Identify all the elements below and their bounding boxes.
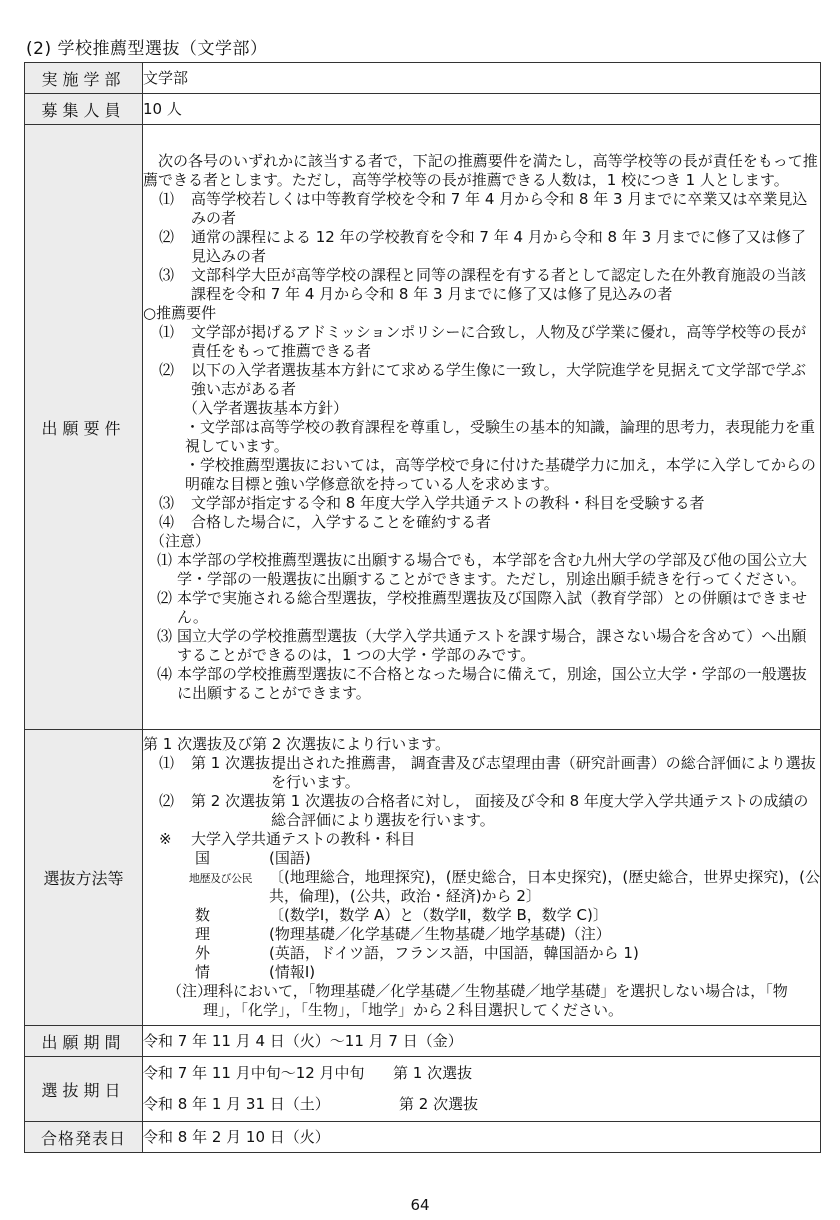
item-text: 本学部の学校推薦型選抜に出願する場合でも，本学部を含む九州大学の学部及び他の国公立大学・学部の一般選抜に出願することができます。ただし，別途出願手続きを行ってください。: [177, 550, 808, 588]
item-text: 以下の入学者選抜基本方針にて求める学生像に一致し，大学院進学を見据えて文学部で学ぶ強い志がある者: [191, 360, 807, 398]
subject-row: [143, 868, 820, 906]
subject-row: [143, 944, 820, 963]
date-first: [143, 1058, 820, 1089]
label-faculty: 実施学部: [25, 63, 143, 94]
subject-name: 外: [195, 944, 211, 962]
policy-item: ・学校推薦型選抜においては，高等学校で身に付けた基礎学力に加え，本学に入学してからの明確な目標と強い学修意欲を持っている人を求めます。: [185, 455, 816, 493]
row-dates: [25, 1057, 821, 1122]
policy-item: ・文学部は高等学校の教育課程を尊重し，受験生の基本的知識，論理的思考力，表現能力を重視しています。: [185, 417, 816, 455]
footnote-text: 理科において，「物理基礎／化学基礎／生物基礎／地学基礎」を選択しない場合は，「物理」，「化学」，「生物」，「地学」から２科目選択してください。: [203, 982, 788, 1019]
method-intro: 第 1 次選抜及び第 2 次選抜により行います。: [143, 735, 450, 753]
item-number: ⑶: [159, 493, 175, 512]
item-number: ⑴: [159, 322, 175, 341]
item-number: ⑵: [157, 588, 173, 607]
subject-name: 数: [195, 906, 211, 924]
stage-text: 提出された推薦書， 調査書及び志望理由書（研究計画書）の総合評価により選抜を行います。: [271, 754, 816, 791]
subject-name: 国: [195, 849, 211, 867]
item-text: 文部科学大臣が高等学校の課程と同等の課程を有する者として認定した在外教育施設の当該課程を令和 7 年 4 月から令和 8 年 3 月までに修了又は修了見込みの者: [191, 265, 807, 303]
note-item: [143, 665, 820, 703]
subject-row: [143, 925, 820, 944]
label-method: 選抜方法等: [25, 730, 143, 1026]
item-text: 高等学校若しくは中等教育学校を令和 7 年 4 月から令和 8 年 3 月までに卒業又は卒業見込みの者: [191, 189, 808, 227]
row-requirements: [25, 125, 821, 730]
stage-text: 第 1 次選抜の合格者に対し， 面接及び令和 8 年度大学入学共通テストの成績の総合評価により選抜を行います。: [271, 792, 809, 829]
stage-title: 第 2 次選抜: [191, 792, 271, 810]
row-announce: [25, 1122, 821, 1153]
note-item: [143, 589, 820, 627]
page-number: 64: [410, 1196, 430, 1214]
item-number: ⑴: [159, 754, 175, 772]
value-period: 令和 7 年 11 月 4 日（火）～11 月 7 日（金）: [143, 1026, 821, 1057]
item-number: ⑶: [159, 265, 175, 284]
item-number: ⑵: [159, 227, 175, 246]
label-requirements: 出願要件: [25, 125, 143, 730]
stage-title: 第 1 次選抜: [191, 754, 271, 772]
recommendation-item: [143, 513, 820, 532]
note-item: [143, 627, 820, 665]
date-first-range: 令和 7 年 11 月中旬～12 月中旬: [143, 1064, 365, 1082]
item-text: 本学で実施される総合型選抜，学校推薦型選抜及び国際入試（教育学部）との併願はできません。: [177, 588, 808, 626]
subject-name: 理: [195, 925, 211, 943]
row-faculty: [25, 63, 821, 94]
policy-title: （入学者選抜基本方針）: [183, 398, 349, 417]
reference-mark: ※: [159, 830, 172, 848]
value-requirements: [143, 125, 821, 730]
value-capacity: 10 人: [143, 94, 821, 125]
label-period: 出願期間: [25, 1026, 143, 1057]
stage-item: [143, 754, 820, 792]
recommendation-title: ○推薦要件: [143, 303, 217, 322]
recommendation-item: [143, 323, 820, 361]
subject-row: [143, 849, 820, 868]
item-number: ⑵: [159, 360, 175, 379]
item-number: ⑷: [157, 664, 173, 683]
notes-title: （注意）: [150, 531, 211, 550]
value-dates: [143, 1057, 821, 1122]
date-second: [143, 1089, 820, 1120]
row-method: [25, 730, 821, 1026]
subject-name: 情: [195, 963, 211, 981]
row-capacity: [25, 94, 821, 125]
item-number: ⑵: [159, 792, 175, 810]
item-number: ⑶: [157, 626, 173, 645]
eligibility-item: [143, 190, 820, 228]
subject-name: 地歴及び公民: [189, 872, 252, 885]
note-item: [143, 551, 820, 589]
subject-detail: (物理基礎／化学基礎／生物基礎／地学基礎)（注）: [269, 925, 611, 943]
footnote-mark: （注）: [167, 982, 213, 1000]
item-text: 文学部が掲げるアドミッションポリシーに合致し，人物及び学業に優れ，高等学校等の長が責任をもって推薦できる者: [191, 322, 807, 360]
stage-item: [143, 792, 820, 830]
subject-detail: 〔(数学Ⅰ，数学 A）と（数学Ⅱ，数学 B，数学 C)〕: [269, 906, 608, 924]
label-announce: 合格発表日: [25, 1122, 143, 1153]
value-announce: 令和 8 年 2 月 10 日（火）: [143, 1122, 821, 1153]
recommendation-item: [143, 361, 820, 399]
item-text: 文学部が指定する令和 8 年度大学入学共通テストの教科・科目を受験する者: [191, 493, 705, 512]
subject-row: [143, 906, 820, 925]
subjects-footnote: [143, 982, 820, 1020]
value-method: [143, 730, 821, 1026]
date-second-day: 令和 8 年 1 月 31 日（土）: [143, 1095, 330, 1113]
item-number: ⑴: [157, 550, 173, 569]
subjects-title: [143, 830, 820, 849]
eligibility-item: [143, 228, 820, 266]
label-capacity: 募集人員: [25, 94, 143, 125]
item-number: ⑷: [159, 512, 175, 531]
item-text: 合格した場合に，入学することを確約する者: [191, 512, 492, 531]
subject-detail: (国語): [269, 849, 311, 867]
subject-row: [143, 963, 820, 982]
item-text: 本学部の学校推薦型選抜に不合格となった場合に備えて，別途，国公立大学・学部の一般選抜に出願することができます。: [177, 664, 807, 702]
subject-detail: 〔(地理総合，地理探究)，(歴史総合，日本史探究)，(歴史総合，世界史探究)，(公共，倫理)，(公共，政治・経済)から 2〕: [269, 868, 820, 905]
admission-table: [24, 62, 821, 1153]
subject-detail: (英語，ドイツ語，フランス語，中国語，韓国語から 1): [269, 944, 639, 962]
value-faculty: 文学部: [143, 63, 821, 94]
eligibility-item: [143, 266, 820, 304]
subject-detail: (情報Ⅰ): [269, 963, 316, 981]
section-heading: (2) 学校推薦型選抜（文学部）: [26, 39, 268, 59]
row-period: [25, 1026, 821, 1057]
item-text: 国立大学の学校推薦型選抜（大学入学共通テストを課す場合，課さない場合を含めて）へ出願することができるのは，1 つの大学・学部のみです。: [177, 626, 807, 664]
item-number: ⑴: [159, 189, 175, 208]
recommendation-item: [143, 494, 820, 513]
item-text: 通常の課程による 12 年の学校教育を令和 7 年 4 月から令和 8 年 3 月までに修了又は修了見込みの者: [191, 227, 806, 265]
requirements-intro: 次の各号のいずれかに該当する者で，下記の推薦要件を満たし，高等学校等の長が責任をもって推薦できる者とします。ただし，高等学校等の長が推薦できる人数は，1 校につき 1 人とします。: [143, 151, 818, 189]
date-first-label: 第 1 次選抜: [393, 1064, 473, 1082]
label-dates: 選抜期日: [25, 1057, 143, 1122]
date-second-label: 第 2 次選抜: [399, 1095, 479, 1113]
subjects-title-text: 大学入学共通テストの教科・科目: [191, 830, 416, 848]
